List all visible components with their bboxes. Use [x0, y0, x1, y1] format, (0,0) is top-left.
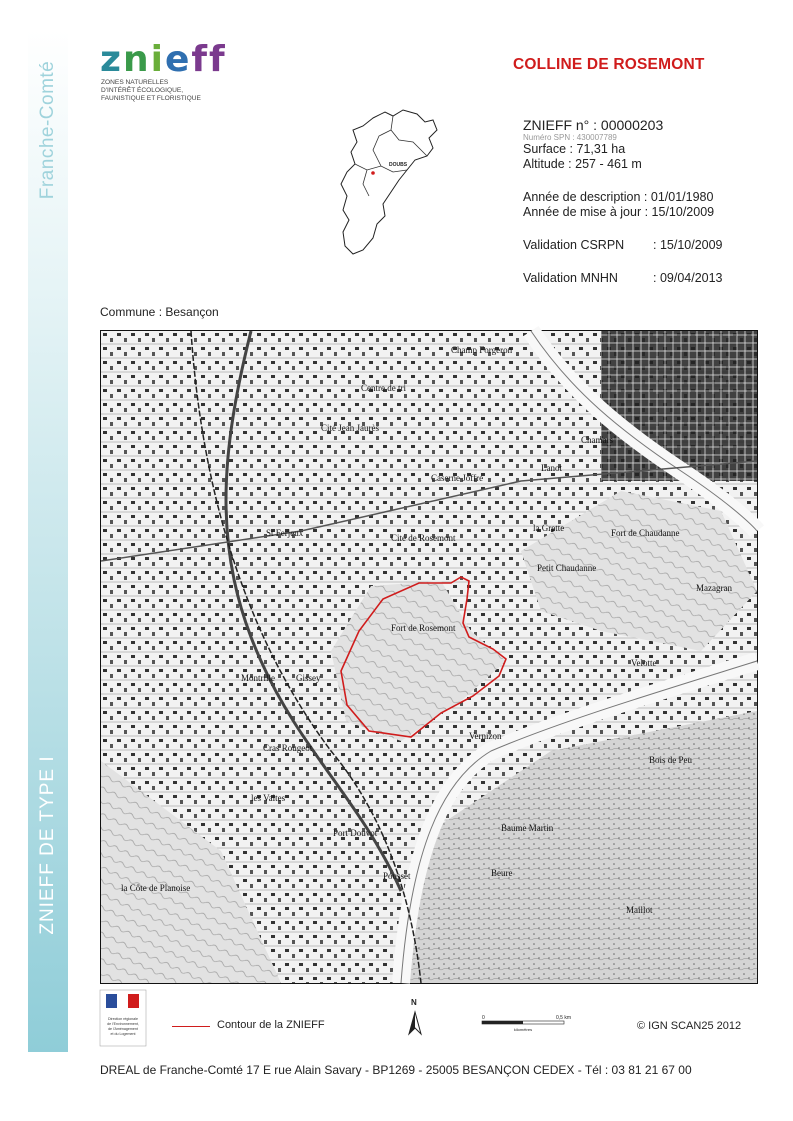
map-label: Baume Martin — [501, 823, 554, 833]
spn-number: Numéro SPN : 430007789 — [523, 133, 617, 142]
update-year: Année de mise à jour : 15/10/2009 — [523, 205, 715, 219]
validation-csrpn — [523, 238, 723, 253]
map-label: Beure — [491, 868, 513, 878]
map-label: Fort de Rosemont — [391, 623, 456, 633]
validation-csrpn-label: Validation CSRPN — [523, 238, 625, 252]
logo-letter: f — [209, 39, 227, 80]
map-label: Champ Forgeron — [451, 345, 513, 355]
map-svg — [101, 331, 757, 983]
dense-city-block — [601, 331, 757, 481]
znieff-type-vertical-label: ZNIEFF DE TYPE I — [37, 755, 58, 935]
map-label: Centre de tri — [361, 383, 406, 393]
map-label: St Ferjeux — [266, 528, 304, 538]
map-label: Montrille — [241, 673, 275, 683]
map-label: Port Douvot — [333, 828, 378, 838]
map-label: Fort de Chaudanne — [611, 528, 680, 538]
map-label: Cras Rougeot — [263, 743, 313, 753]
map-label: Pousset — [383, 871, 411, 881]
map-label: Lanot — [541, 463, 562, 473]
doubs-border — [355, 116, 427, 196]
scale-start: 0 — [482, 1015, 485, 1021]
prefet-logo — [100, 990, 146, 1046]
footer-address: DREAL de Franche-Comté 17 E rue Alain Savary - BP1269 - 25005 BESANÇON CEDEX - Tél : 03 81 21 67 00 — [100, 1063, 692, 1077]
map-label: Mazagran — [696, 583, 732, 593]
topographic-map[interactable] — [100, 330, 758, 984]
contour-legend-line — [172, 1026, 210, 1027]
department-label: DOUBS — [389, 162, 408, 168]
agency-line: Direction régionale — [108, 1017, 138, 1021]
map-label: Chamars — [581, 435, 613, 445]
znieff-number: ZNIEFF n° : 00000203 — [523, 117, 664, 133]
logo-letter: f — [191, 39, 210, 80]
franche-comte-outline — [341, 110, 437, 254]
scale-unit: kilomètres — [513, 1027, 533, 1032]
map-label: Caserne Joffre — [431, 473, 484, 483]
map-label: Velotte — [631, 658, 657, 668]
validation-mnhn — [523, 271, 723, 286]
locator-map — [333, 100, 445, 260]
validation-csrpn-value: : 15/10/2009 — [653, 238, 723, 252]
surface: Surface : 71,31 ha — [523, 142, 626, 156]
logo-letter: z — [100, 39, 123, 80]
site-location-dot — [371, 171, 375, 175]
agency-line: et du Logement — [110, 1032, 136, 1036]
agency-line: de l'Aménagement — [108, 1027, 138, 1031]
logo-subtitle-line: D'INTÉRÊT ÉCOLOGIQUE, — [101, 87, 184, 94]
map-label: Maillot — [626, 905, 653, 915]
map-label: les Vaites — [251, 793, 286, 803]
znieff-logo — [100, 39, 227, 80]
description-year: Année de description : 01/01/1980 — [523, 190, 714, 204]
map-label: Bois de Peu — [649, 755, 693, 765]
validation-mnhn-value: : 09/04/2013 — [653, 271, 723, 285]
map-label: la Côte de Planoise — [121, 883, 191, 893]
scale-end: 0,5 km — [556, 1015, 572, 1021]
copyright: © IGN SCAN25 2012 — [637, 1020, 742, 1032]
logo-letter: e — [164, 39, 192, 80]
logo-subtitle — [101, 79, 201, 103]
logo-subtitle-line: ZONES NATURELLES — [101, 79, 169, 86]
logo-subtitle-line: FAUNISTIQUE ET FLORISTIQUE — [101, 95, 201, 102]
scale-bar — [478, 1012, 572, 1034]
north-label: N — [411, 998, 417, 1007]
map-label: Vernizon — [469, 731, 502, 741]
map-label: Petit Chaudanne — [537, 563, 597, 573]
logo-letter: n — [122, 39, 151, 80]
contour-legend-label: Contour de la ZNIEFF — [217, 1019, 325, 1031]
map-label: Cité Jean Jaurès — [321, 423, 379, 433]
agency-line: de l'Environnement, — [107, 1022, 139, 1026]
map-label: Cité de Rosemont — [391, 533, 456, 543]
validation-mnhn-label: Validation MNHN — [523, 271, 618, 285]
commune: Commune : Besançon — [100, 305, 219, 319]
logo-letter: i — [150, 39, 165, 80]
map-label: la Grette — [533, 523, 565, 533]
info-block — [523, 118, 723, 286]
site-title: COLLINE DE ROSEMONT — [513, 56, 705, 73]
map-label: Gissey — [296, 673, 321, 683]
north-arrow-icon — [407, 1000, 423, 1036]
region-vertical-label: Franche-Comté — [37, 60, 58, 200]
altitude: Altitude : 257 - 461 m — [523, 157, 642, 171]
